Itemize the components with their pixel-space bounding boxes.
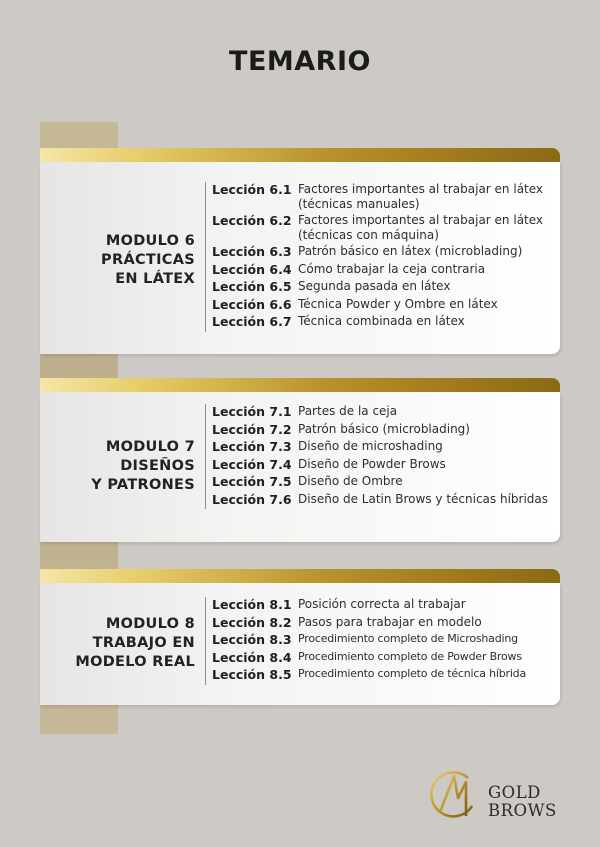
lesson-item	[212, 615, 556, 631]
lesson-number: Lección 6.4	[212, 261, 292, 277]
lesson-number: Lección 8.3	[212, 632, 292, 647]
lesson-number: Lección 6.3	[212, 244, 292, 259]
card-body	[40, 583, 560, 705]
lesson-item	[212, 213, 556, 242]
lesson-number: Lección 7.3	[212, 439, 292, 454]
lesson-number: Lección 8.4	[212, 649, 292, 665]
lesson-list	[205, 597, 556, 685]
card-body	[40, 392, 560, 542]
lesson-number: Lección 7.5	[212, 474, 292, 489]
lesson-title: Procedimiento completo de Microshading	[298, 632, 518, 645]
module-title	[40, 615, 195, 672]
module-8-card	[40, 569, 560, 705]
module-title-line: MODELO REAL	[75, 654, 195, 670]
lesson-title: Diseño de Ombre	[298, 474, 403, 488]
logo-wordmark	[488, 784, 557, 820]
lesson-number: Lección 6.1	[212, 182, 292, 197]
lesson-item	[212, 632, 556, 648]
lesson-number: Lección 7.4	[212, 456, 292, 472]
lesson-title: Procedimiento completo de Powder Brows	[298, 649, 522, 663]
lesson-number: Lección 6.7	[212, 314, 292, 329]
lesson-title: Posición correcta al trabajar	[298, 597, 466, 611]
lesson-number: Lección 7.6	[212, 491, 292, 507]
page-title: TEMARIO	[229, 46, 371, 77]
gold-brows-logo	[428, 768, 568, 828]
module-title-line: EN LÁTEX	[115, 271, 195, 287]
lesson-title: Patrón básico en látex (microblading)	[298, 244, 523, 258]
lesson-list	[205, 404, 556, 509]
module-7-card	[40, 378, 560, 542]
lesson-item	[212, 404, 556, 420]
module-title-line: Y PATRONES	[91, 477, 195, 493]
lesson-item	[212, 492, 556, 508]
lesson-title: Partes de la ceja	[298, 404, 398, 418]
module-title-line: TRABAJO EN	[92, 635, 195, 651]
lesson-title: Diseño de Latin Brows y técnicas híbridas	[298, 491, 549, 506]
lesson-title: Procedimiento completo de técnica híbrida	[298, 667, 526, 680]
logo-line-1: GOLD	[488, 783, 541, 802]
lesson-item	[212, 279, 556, 295]
lesson-item	[212, 422, 556, 438]
lesson-item	[212, 474, 556, 490]
lesson-title: Diseño de microshading	[298, 439, 443, 453]
lesson-item	[212, 439, 556, 455]
lesson-number: Lección 8.1	[212, 597, 292, 612]
lesson-item	[212, 262, 556, 278]
module-title	[40, 438, 195, 495]
lesson-item	[212, 244, 556, 260]
gold-brows-monogram-icon	[428, 768, 480, 824]
module-6-card	[40, 148, 560, 354]
module-title-line: MODULO 7	[105, 439, 195, 455]
lesson-title: Pasos para trabajar en modelo	[298, 614, 482, 629]
card-body	[40, 162, 560, 354]
lesson-number: Lección 6.2	[212, 213, 292, 228]
lesson-item	[212, 457, 556, 473]
lesson-title: Técnica combinada en látex	[298, 314, 465, 328]
module-title-line: MODULO 8	[105, 616, 195, 632]
module-title-line: DISEÑOS	[120, 458, 195, 474]
lesson-title: Técnica Powder y Ombre en látex	[298, 296, 498, 311]
logo-line-2: BROWS	[488, 801, 557, 820]
lesson-number: Lección 7.1	[212, 404, 292, 419]
lesson-item	[212, 597, 556, 613]
lesson-title: Diseño de Powder Brows	[298, 456, 446, 471]
lesson-item	[212, 314, 556, 330]
lesson-title: Segunda pasada en látex	[298, 279, 451, 293]
lesson-number: Lección 6.6	[212, 296, 292, 312]
lesson-number: Lección 6.5	[212, 279, 292, 294]
lesson-number: Lección 7.2	[212, 421, 292, 437]
module-title	[40, 232, 195, 289]
lesson-number: Lección 8.2	[212, 614, 292, 630]
lesson-item	[212, 650, 556, 666]
lesson-item	[212, 297, 556, 313]
module-title-line: PRÁCTICAS	[101, 252, 195, 268]
lesson-item	[212, 182, 556, 211]
lesson-title: Patrón básico (microblading)	[298, 421, 470, 436]
module-title-line: MODULO 6	[105, 233, 195, 249]
lesson-title: Cómo trabajar la ceja contraria	[298, 261, 486, 276]
lesson-title: Factores importantes al trabajar en látex (técnicas con máquina)	[298, 213, 544, 242]
lesson-number: Lección 8.5	[212, 667, 292, 682]
lesson-list	[205, 182, 556, 332]
lesson-title: Factores importantes al trabajar en látex (técnicas manuales)	[298, 182, 544, 211]
lesson-item	[212, 667, 556, 683]
